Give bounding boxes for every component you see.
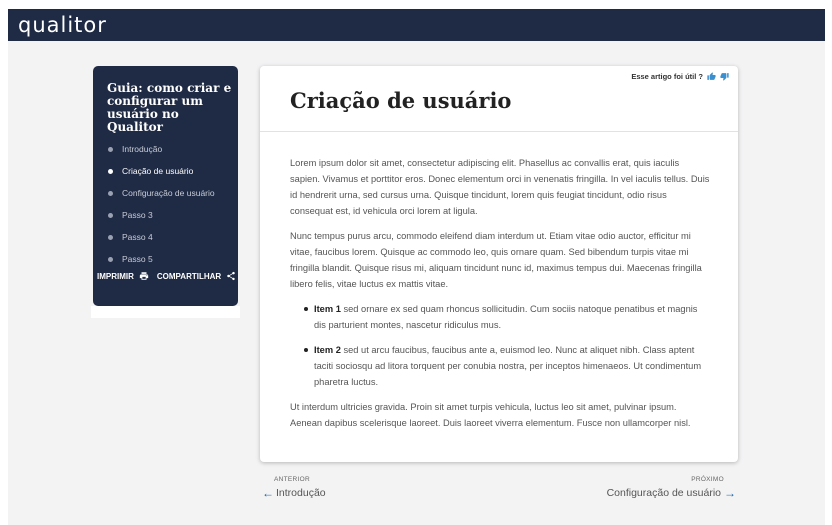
next-link-row (607, 486, 736, 500)
guide-title: Guia: como criar e configurar um usuário no Qualitor (107, 81, 232, 134)
qualitor-logo[interactable]: qualitor (18, 13, 107, 37)
article-title: Criação de usuário (290, 88, 512, 113)
list-item (304, 301, 710, 333)
list-item-text: sed ornare ex sed quam rhoncus sollicitudin. Cum sociis natoque penatibus et magnis dis parturient montes, nascetur ridiculus mus. (314, 304, 698, 330)
print-label: IMPRIMIR (97, 271, 134, 281)
article-paragraph: Lorem ipsum dolor sit amet, consectetur adipiscing elit. Phasellus ac convallis erat, quis iaculis sapien. Vivamus et porttitor eros. Donec elementum orci in venenatis fringilla. In vel iaculis tellus. Duis id hendrerit urna, sed cursus urna. Quisque tincidunt, lorem quis feugiat tincidunt, odio risus consequat est, id vehicula orci lorem at ligula. (290, 158, 710, 216)
list-item (304, 342, 710, 390)
share-button[interactable] (157, 271, 236, 281)
arrow-left-icon: ← (262, 486, 274, 500)
toc-item-label: Passo 4 (122, 232, 153, 242)
article-list (304, 301, 710, 390)
toc-item-label: Introdução (122, 144, 163, 154)
list-item-text: sed ut arcu faucibus, faucibus ante a, euismod leo. Nunc at aliquet nibh. Class aptent taciti sociosqu ad litora torquent per conubia nostra, per inceptos himenaeos. Ut condimentum pharetra luctus. (314, 345, 702, 387)
share-label: COMPARTILHAR (156, 271, 222, 281)
bullet-icon (108, 147, 113, 152)
next-article-link[interactable] (607, 476, 736, 500)
feedback-question: Esse artigo foi útil ? (631, 72, 703, 81)
share-icon (226, 271, 236, 281)
toc-item-label: Configuração de usuário (122, 188, 215, 198)
article-body (290, 155, 710, 440)
bullet-icon (108, 235, 113, 240)
next-caption: PRÓXIMO (691, 476, 724, 483)
previous-caption: ANTERIOR (274, 476, 310, 483)
sidebar-footer-strip (91, 306, 240, 318)
article-paragraph: Ut interdum ultricies gravida. Proin sit amet turpis vehicula, luctus leo sit amet, pulvinar ipsum. Aenean dapibus scelerisque laoreet. Duis laoreet viverra elementum. Fusce non ullamcorper nisl. (290, 402, 691, 428)
guide-toc (108, 138, 215, 270)
list-item-title: Item 2 (314, 345, 341, 355)
toc-item-label: Criação de usuário (122, 166, 194, 176)
previous-link-row (262, 486, 326, 500)
thumbs-up-icon[interactable] (707, 72, 716, 81)
toc-item-configuracao-de-usuario[interactable] (108, 182, 215, 204)
toc-item-passo-5[interactable] (108, 248, 215, 270)
feedback-widget (631, 72, 729, 81)
toc-item-label: Passo 3 (122, 210, 153, 220)
bullet-icon (108, 257, 113, 262)
bullet-icon (108, 169, 113, 174)
toc-item-introducao[interactable] (108, 138, 215, 160)
article-header (260, 66, 738, 132)
bullet-icon (108, 191, 113, 196)
toc-item-passo-3[interactable] (108, 204, 215, 226)
sidebar-actions (97, 271, 236, 281)
article-paragraph: Nunc tempus purus arcu, commodo eleifend diam interdum ut. Etiam vitae odio auctor, efficitur mi vitae, faucibus lorem. Quisque ac commodo leo, quis ornare quam. Sed bibendum turpis vitae mi fringilla blandit. Quisque risus mi, aliquam tincidunt nunc id, maximus tempus dui. Maecenas fringilla libero felis, vitae luctus ex mattis vitae. (290, 231, 702, 289)
list-item-title: Item 1 (314, 304, 341, 314)
toc-item-criacao-de-usuario[interactable] (108, 160, 215, 182)
previous-label: Introdução (276, 487, 326, 499)
thumbs-down-icon[interactable] (720, 72, 729, 81)
bullet-icon (108, 213, 113, 218)
guide-sidebar (93, 66, 238, 306)
toc-item-label: Passo 5 (122, 254, 153, 264)
print-button[interactable] (97, 271, 149, 281)
previous-article-link[interactable] (262, 476, 326, 500)
article-card (260, 66, 738, 462)
printer-icon (139, 271, 149, 281)
toc-item-passo-4[interactable] (108, 226, 215, 248)
next-label: Configuração de usuário (606, 487, 721, 499)
arrow-right-icon: → (724, 486, 736, 500)
top-bar (8, 9, 825, 41)
